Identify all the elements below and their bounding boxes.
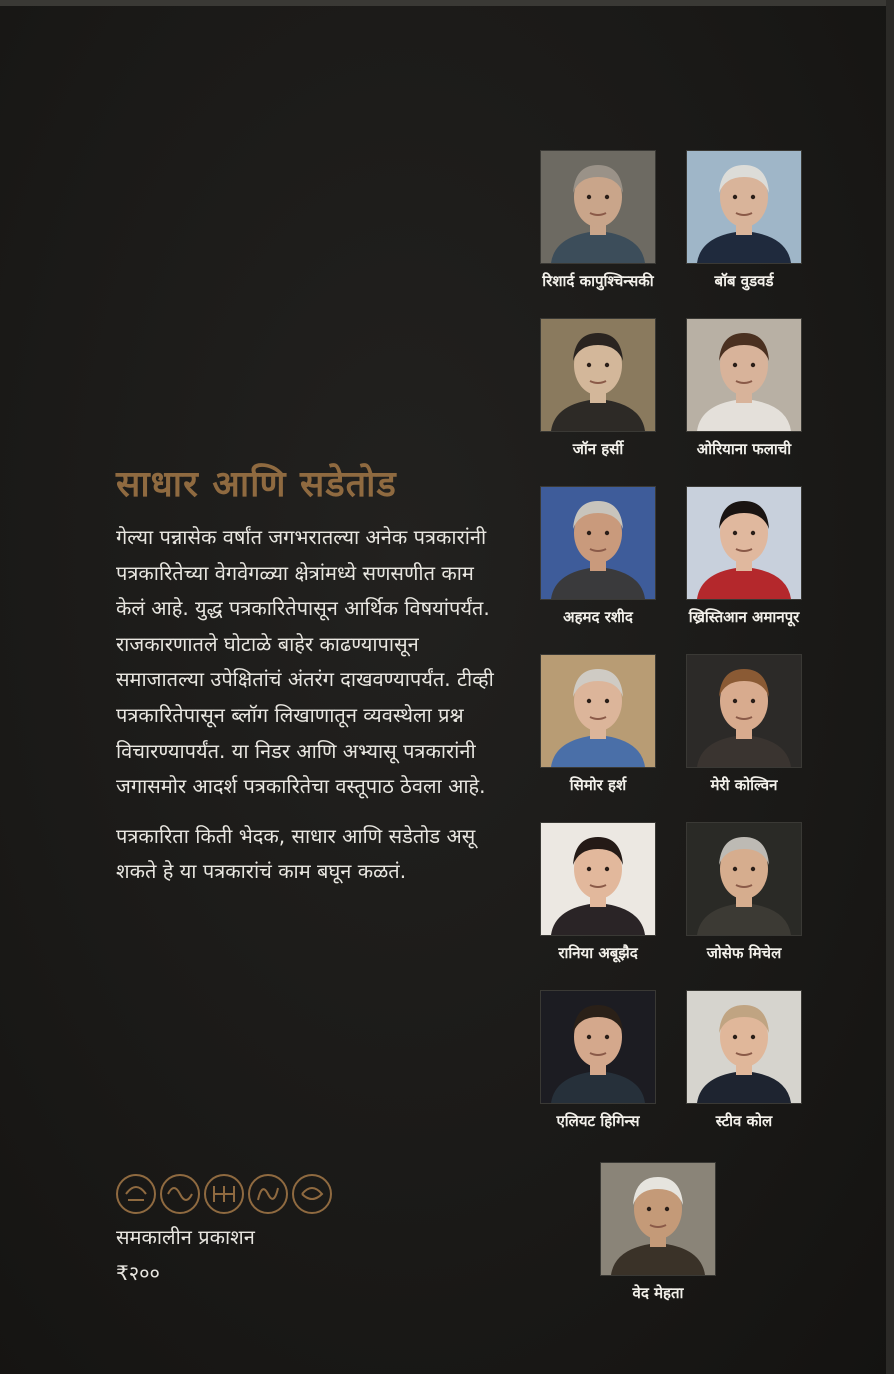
portrait-photo	[540, 822, 656, 936]
person-icon	[687, 655, 801, 767]
top-edge	[0, 0, 894, 6]
portrait-photo	[600, 1162, 716, 1276]
journalist-portrait	[518, 318, 678, 460]
journalist-name: ओरियाना फलाची	[696, 440, 792, 458]
journalist-name: सिमोर हर्श	[569, 776, 627, 794]
journalist-name: जोसेफ मिचेल	[706, 944, 782, 962]
journalist-name: बॉब वुडवर्ड	[714, 272, 774, 290]
blurb-paragraph-2: पत्रकारिता किती भेदक, साधार आणि सडेतोड असू शकते हे या पत्रकारांचं काम बघून कळतं.	[116, 823, 476, 884]
journalist-portrait	[664, 486, 824, 628]
journalist-portrait	[664, 654, 824, 796]
person-icon	[687, 151, 801, 263]
journalist-name: स्टीव कोल	[715, 1112, 773, 1130]
person-icon	[541, 823, 655, 935]
journalist-portrait	[664, 990, 824, 1132]
blurb	[116, 520, 496, 890]
journalist-name: अहमद रशीद	[563, 608, 633, 626]
blurb-paragraph-1: गेल्या पन्नासेक वर्षांत जगभरातल्या अनेक पत्रकारांनी पत्रकारितेच्या वेगवेगळ्या क्षेत्रांमध्ये सणसणीत काम केलं आहे. युद्ध पत्रकारितेपासून आर्थिक विषयांपर्यंत. राजकारणातले घोटाळे बाहेर काढण्यापासून समाजातल्या उपेक्षितांचं अंतरंग दाखवण्यापर्यंत. टीव्ही पत्रकारितेपासून ब्लॉग लिखाणातून व्यवस्थेला प्रश्न विचारण्यापर्यंत. या निडर आणि अभ्यासू पत्रकारांनी जगासमोर आदर्श पत्रकारितेचा वस्तूपाठ ठेवला आहे.	[116, 525, 494, 799]
portrait-photo	[540, 990, 656, 1104]
person-icon	[687, 319, 801, 431]
portrait-photo	[686, 318, 802, 432]
journalist-portrait	[518, 654, 678, 796]
person-icon	[541, 151, 655, 263]
portrait-photo	[540, 486, 656, 600]
journalist-name: मेरी कोल्विन	[710, 776, 778, 794]
journalist-name: ख्रिस्तिआन अमानपूर	[688, 608, 800, 626]
portrait-photo	[540, 150, 656, 264]
portrait-photo	[540, 654, 656, 768]
portrait-photo	[686, 990, 802, 1104]
person-icon	[541, 487, 655, 599]
journalist-portrait	[664, 318, 824, 460]
person-icon	[687, 487, 801, 599]
portrait-photo	[540, 318, 656, 432]
spine-edge	[886, 0, 894, 1374]
journalist-name: रिशार्द कापुश्चिन्सकी	[542, 272, 654, 290]
portrait-photo	[686, 150, 802, 264]
portrait-photo	[686, 486, 802, 600]
journalist-name: रानिया अबूझैद	[558, 944, 638, 962]
journalist-portrait	[518, 822, 678, 964]
person-icon	[541, 655, 655, 767]
publisher-name: समकालीन प्रकाशन	[116, 1225, 255, 1249]
publisher-logo-icon	[114, 1172, 344, 1216]
price: ₹२००	[116, 1261, 160, 1285]
journalist-portrait	[518, 486, 678, 628]
journalist-name: जॉन हर्सी	[572, 440, 624, 458]
journalist-portrait	[664, 822, 824, 964]
person-icon	[541, 991, 655, 1103]
book-title: साधार आणि सडेतोड	[116, 463, 397, 505]
person-icon	[541, 319, 655, 431]
journalist-portrait	[578, 1162, 738, 1304]
journalist-name: एलियट हिगिन्स	[556, 1112, 640, 1130]
journalist-name: वेद मेहता	[632, 1284, 684, 1302]
person-icon	[687, 823, 801, 935]
person-icon	[687, 991, 801, 1103]
portrait-photo	[686, 654, 802, 768]
journalist-portrait	[518, 990, 678, 1132]
journalist-portrait	[518, 150, 678, 292]
person-icon	[601, 1163, 715, 1275]
journalist-portrait	[664, 150, 824, 292]
portrait-photo	[686, 822, 802, 936]
